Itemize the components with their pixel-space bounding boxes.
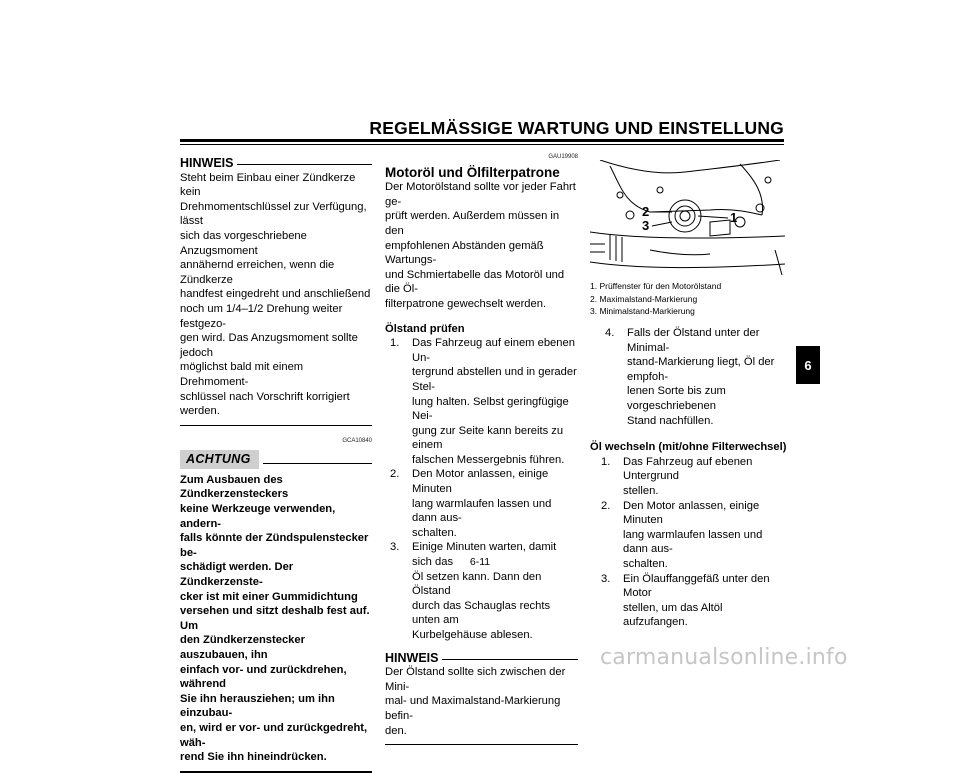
step-number: 2. — [601, 499, 611, 512]
header-rule-thick — [180, 139, 784, 142]
step-text — [627, 326, 790, 428]
text-line: gung zur Seite kann bereits zu einem — [412, 424, 564, 452]
subsection-title: Öl wechseln (mit/ohne Filterwechsel) — [590, 441, 787, 454]
steps-list — [596, 455, 790, 630]
hinweis-heading — [180, 156, 372, 171]
text-line: einfach vor- und zurückdrehen, während — [180, 663, 347, 691]
text-line: rend Sie ihn hineindrücken. — [180, 751, 327, 764]
text-line: gen wird. Das Anzugsmoment sollte jedoch — [180, 332, 358, 359]
subsection-title: Ölstand prüfen — [385, 322, 465, 335]
text-line: en, wird er vor- und zurückgedreht, wäh- — [180, 721, 368, 749]
text-line: Drehmomentschlüssel zur Verfügung, lässt — [180, 200, 367, 228]
page-number: 6-11 — [469, 556, 491, 568]
text-line: stellen, um das Altöl aufzufangen. — [623, 601, 723, 629]
text-line: lung halten. Selbst geringfügige Nei- — [412, 395, 569, 423]
text-line: versehen und sitzt deshalb fest auf. Um — [180, 605, 370, 632]
figure-captions — [590, 280, 721, 318]
list-item — [385, 336, 578, 467]
text-line: Das Fahrzeug auf einem ebenen Un- — [412, 337, 575, 364]
list-item — [596, 572, 790, 630]
figure-label-1: 1 — [730, 210, 738, 225]
list-item — [600, 326, 790, 428]
step-number: 4. — [605, 327, 615, 339]
text-line: falls könnte der Zündspulenstecker be- — [180, 532, 369, 559]
list-item — [596, 499, 790, 572]
text-line: falschen Messergebnis führen. — [412, 453, 565, 466]
achtung-heading — [180, 450, 372, 469]
steps-list — [600, 326, 790, 428]
page-header-title: REGELMÄSSIGE WARTUNG UND EINSTELLUNG — [369, 118, 784, 138]
achtung-end-rule — [180, 771, 372, 773]
figure-label-2: 2 — [642, 204, 650, 219]
figure-label-3: 3 — [642, 218, 650, 233]
text-line: keine Werkzeuge verwenden, andern- — [180, 503, 336, 530]
text-line: Stand nachfüllen. — [627, 414, 714, 427]
text-line: schalten. — [623, 557, 668, 570]
hinweis-text — [180, 171, 372, 419]
text-line: filterpatrone gewechselt werden. — [385, 297, 547, 310]
text-line: Kurbelgehäuse ablesen. — [412, 629, 533, 641]
step-number: 1. — [601, 455, 611, 468]
intro-text — [385, 180, 578, 311]
caution-code: GCA10840 — [342, 437, 372, 444]
text-line: schlüssel nach Vorschrift korrigiert werden. — [180, 390, 350, 418]
middle-column — [385, 150, 578, 745]
text-line: Zum Ausbauen des Zündkerzensteckers — [180, 473, 289, 501]
hinweis-label: HINWEIS — [385, 650, 439, 665]
list-item — [596, 455, 790, 499]
text-line: den Zündkerzenstecker auszubauen, ihn — [180, 634, 305, 661]
text-line: stellen. — [623, 484, 659, 497]
caption-line: 2. Maximalstand-Markierung — [590, 293, 698, 304]
text-line: Sie ihn herausziehen; um ihn einzubau- — [180, 692, 335, 720]
text-line: sich das vorgeschriebene Anzugsmoment — [180, 229, 307, 257]
achtung-badge: ACHTUNG — [180, 450, 259, 469]
text-line: möglichst bald mit einem Drehmoment- — [180, 361, 304, 388]
watermark: carmanualsonline.info — [600, 645, 848, 670]
text-line: handfest eingedreht und anschließend — [180, 288, 371, 301]
caption-line: 1. Prüffenster für den Motorölstand — [590, 281, 722, 291]
step-text — [623, 499, 790, 572]
text-line: Öl setzen kann. Dann den Ölstand — [412, 570, 542, 598]
step-text — [623, 455, 790, 499]
step-text — [412, 467, 578, 540]
text-line: prüft werden. Außerdem müssen in den — [385, 210, 560, 237]
chapter-tab: 6 — [796, 346, 820, 384]
hinweis-heading — [385, 651, 578, 666]
text-line: den. — [385, 724, 407, 737]
text-line: stand-Markierung liegt, Öl der empfoh- — [627, 356, 775, 383]
text-line: und Schmiertabelle das Motoröl und die Öl- — [385, 268, 565, 296]
step-number: 3. — [390, 541, 400, 554]
text-line: Der Ölstand sollte sich zwischen der Mini- — [385, 666, 566, 693]
hinweis-label: HINWEIS — [180, 156, 234, 170]
left-column — [180, 156, 372, 773]
text-line: Falls der Ölstand unter der Minimal- — [627, 327, 760, 354]
hinweis-text — [385, 665, 578, 738]
engine-illustration-svg — [590, 160, 785, 275]
text-line: Den Motor anlassen, einige Minuten — [623, 499, 760, 527]
text-line: annähernd erreichen, wenn die Zündkerze — [180, 259, 335, 286]
right-column — [590, 326, 790, 630]
text-line: Den Motor anlassen, einige Minuten — [412, 468, 549, 496]
caption-line: 3. Minimalstand-Markierung — [590, 306, 695, 317]
text-line: noch um 1/4–1/2 Drehung weiter festgezo- — [180, 302, 343, 330]
text-line: schalten. — [412, 526, 457, 539]
text-line: lang warmlaufen lassen und dann aus- — [623, 528, 763, 556]
section-title: Motoröl und Ölfilterpatrone — [385, 164, 560, 180]
text-line: mal- und Maximalstand-Markierung befin- — [385, 695, 561, 722]
step-number: 3. — [601, 572, 611, 585]
text-line: empfohlenen Abständen gemäß Wartungs- — [385, 239, 544, 267]
step-number: 1. — [390, 337, 400, 350]
hinweis-end-rule — [385, 744, 578, 745]
text-line: Einige Minuten warten, damit sich das — [412, 541, 557, 569]
engine-oil-sight-glass-illustration — [590, 160, 785, 275]
text-line: Der Motorölstand sollte vor jeder Fahrt ge- — [385, 181, 576, 208]
text-line: Ein Ölauffanggefäß unter den Motor — [623, 572, 770, 600]
text-line: Das Fahrzeug auf ebenen Untergrund — [623, 455, 753, 483]
text-line: durch das Schauglas rechts unten am — [412, 599, 551, 627]
achtung-rule — [263, 463, 372, 464]
text-line: tergrund abstellen und in gerader Stel- — [412, 366, 577, 393]
achtung-text — [180, 473, 372, 765]
step-number: 2. — [390, 468, 400, 481]
text-line: lang warmlaufen lassen und dann aus- — [412, 497, 552, 525]
step-text — [623, 572, 790, 630]
hinweis-rule — [442, 659, 578, 660]
section-code: GAU19908 — [548, 154, 578, 160]
list-item — [385, 467, 578, 540]
header-rule-thin — [180, 144, 784, 145]
hinweis-rule — [237, 164, 372, 165]
steps-list — [385, 336, 578, 642]
text-line: schädigt werden. Der Zündkerzenste- — [180, 561, 294, 589]
text-line: cker ist mit einer Gummidichtung — [180, 590, 358, 603]
text-line: lenen Sorte bis zum vorgeschriebenen — [627, 385, 726, 412]
hinweis-end-rule — [180, 425, 372, 426]
step-text — [412, 336, 578, 467]
text-line: Steht beim Einbau einer Zündkerze kein — [180, 171, 356, 199]
